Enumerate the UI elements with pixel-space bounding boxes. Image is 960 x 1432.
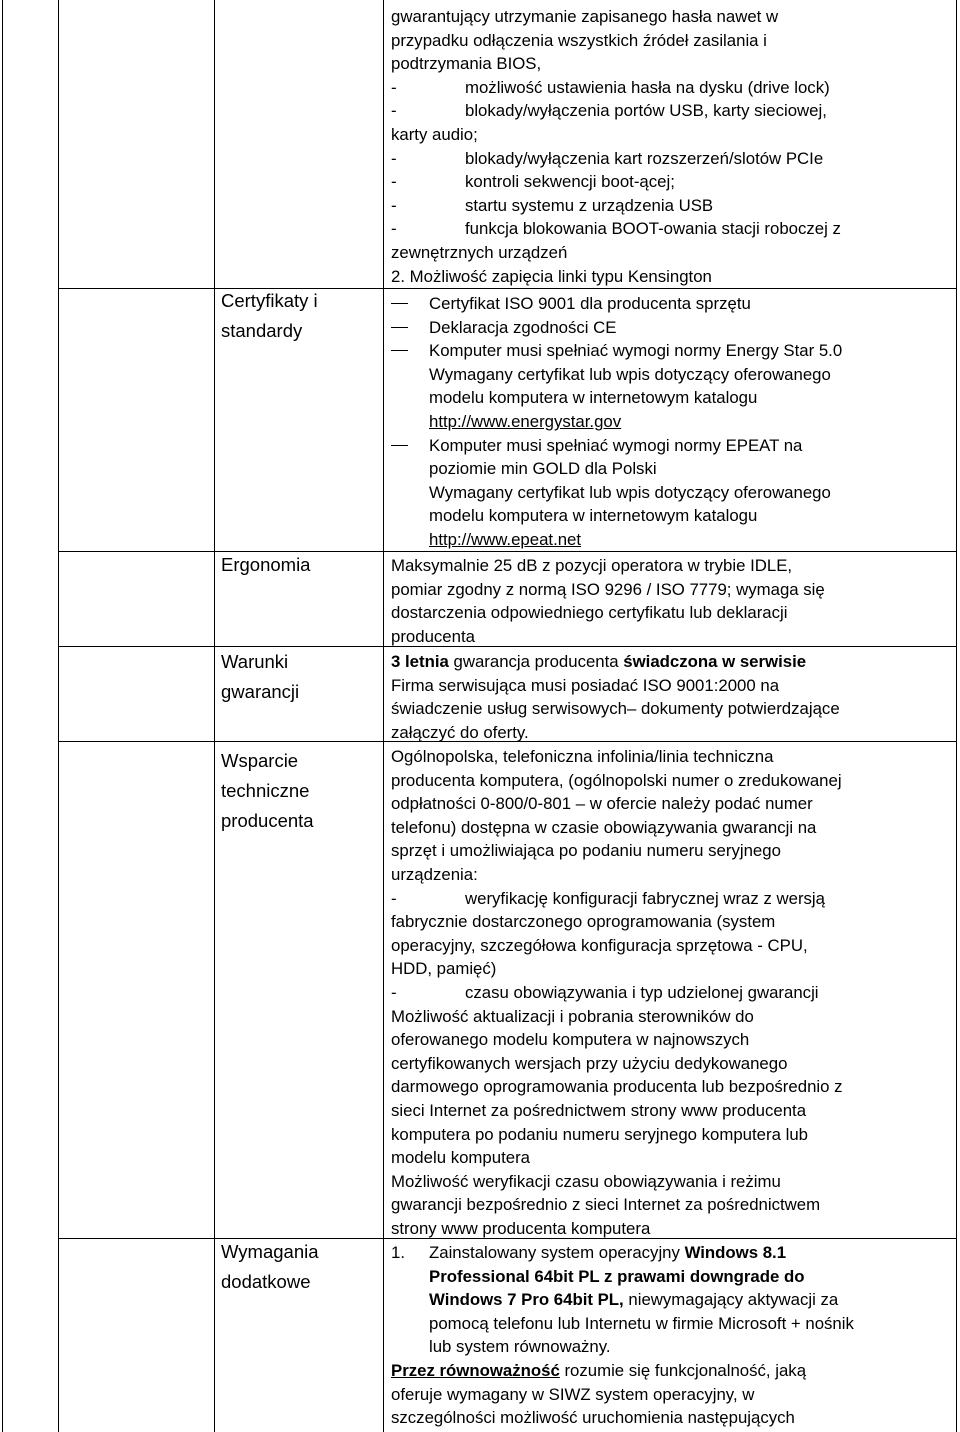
security-cell [391, 5, 951, 288]
label-ergonomics [221, 550, 361, 580]
list-item-text: startu systemu z urządzenia USB [465, 195, 714, 215]
label-line: gwarancji [221, 681, 300, 702]
epeat-link-row [391, 528, 951, 552]
ergonomics-cell [391, 554, 951, 648]
text-line: sprzęt i umożliwiająca po podaniu numeru seryjnego [391, 841, 781, 861]
label-line: Wymagania [221, 1241, 319, 1262]
text-line: darmowego oprogramowania producenta lub bezpośrednio z [391, 1077, 843, 1097]
list-item-text: blokady/wyłączenia kart rozszerzeń/slotów PCIe [465, 148, 824, 168]
row-divider [58, 288, 956, 289]
text-line: poziomie min GOLD dla Polski [429, 459, 657, 479]
support-cell [391, 745, 951, 1240]
text-line: fabrycznie dostarczonego oprogramowania (system [391, 912, 776, 932]
text-line: modelu komputera w internetowym katalogu [429, 388, 758, 408]
label-certificates [221, 286, 361, 346]
list-item [391, 217, 951, 241]
cert-iso-item: Certyfikat ISO 9001 dla producenta sprzętu [391, 292, 951, 316]
text-line: gwarancji bezpośrednio z sieci Internet za pośrednictwem [391, 1195, 821, 1215]
list-item [391, 887, 951, 911]
text-span: Zainstalowany system operacyjny [429, 1243, 685, 1262]
os-downgrade: Windows 7 Pro 64bit PL, [429, 1290, 624, 1310]
os-edition: Professional 64bit PL z prawami downgrade do [429, 1266, 805, 1286]
energystar-link[interactable]: http://www.energystar.gov [429, 411, 622, 431]
text-span: rozumie się funkcjonalność, jaką [559, 1360, 807, 1380]
label-line: Warunki [221, 651, 289, 672]
label-line: Wsparcie [221, 750, 299, 771]
list-dash: - [391, 219, 397, 239]
label-warranty [221, 647, 361, 707]
text-line: Firma serwisująca musi posiadać ISO 9001:2000 na [391, 675, 780, 695]
cert-epeat-item: Komputer musi spełniać wymogi normy EPEAT na [391, 434, 951, 458]
os-name: Windows 8.1 [684, 1243, 787, 1262]
list-item-text: możliwość ustawienia hasła na dysku (drive lock) [465, 77, 830, 97]
label-line: producenta [221, 810, 314, 831]
text-line [391, 1359, 951, 1383]
cert-energy-item: Komputer musi spełniać wymogi normy Energy Star 5.0 [391, 339, 951, 363]
list-item [391, 194, 951, 218]
label-line: standardy [221, 320, 303, 341]
list-number: 1. [391, 1243, 405, 1262]
label-line: Certyfikaty i [221, 290, 318, 311]
text-line: urządzenia: [391, 864, 478, 884]
text-span: niewymagający aktywacji za [623, 1290, 839, 1310]
text-line: 2. Możliwość zapięcia linki typu Kensington [391, 266, 712, 286]
label-support [221, 746, 361, 836]
text-line: Maksymalnie 25 dB z pozycji operatora w trybie IDLE, [391, 556, 793, 575]
table-border-col2 [214, 0, 215, 1432]
text-line: strony www producenta komputera [391, 1218, 651, 1238]
text-line [391, 1241, 951, 1265]
list-item [391, 170, 951, 194]
text-line: podtrzymania BIOS, [391, 54, 542, 74]
text-line: HDD, pamięć) [391, 959, 497, 979]
text-line: modelu komputera w internetowym katalogu [429, 506, 758, 526]
text-line: pomiar zgodny z normą ISO 9296 / ISO 7779; wymaga się [391, 579, 825, 599]
text-line: dostarczenia odpowiedniego certyfikatu lub deklaracji [391, 603, 788, 623]
list-dash: - [391, 888, 397, 908]
list-dash: - [391, 148, 397, 168]
list-dash: - [391, 982, 397, 1002]
additional-cell [391, 1241, 951, 1430]
text-line: sieci Internet za pośrednictwem strony www producenta [391, 1100, 807, 1120]
list-dash: - [391, 172, 397, 192]
list-item [391, 99, 951, 123]
text-line: Możliwość weryfikacji czasu obowiązywania i reżimu [391, 1171, 781, 1191]
text-line: przypadku odłączenia wszystkich źródeł zasilania i [391, 30, 767, 50]
list-item [391, 147, 951, 171]
list-dash: - [391, 195, 397, 215]
table-border-right [956, 0, 957, 1432]
list-item-text: blokady/wyłączenia portów USB, karty sieciowej, [465, 101, 827, 121]
text-line: oferowanego modelu komputera w najnowszych [391, 1030, 750, 1050]
warranty-years: 3 letnia [391, 652, 449, 671]
text-line [391, 1288, 951, 1312]
table-border-col1 [58, 0, 59, 1432]
text-line: Wymagany certyfikat lub wpis dotyczący oferowanego [429, 482, 831, 502]
label-additional [221, 1237, 361, 1297]
text-line: Możliwość aktualizacji i pobrania sterowników do [391, 1006, 754, 1026]
text-line: szczególności możliwość uruchomienia następujących [391, 1408, 795, 1428]
text-line [391, 650, 951, 674]
list-dash: - [391, 77, 397, 97]
table-border-col3 [383, 0, 384, 1432]
list-item-text: kontroli sekwencji boot-ącej; [465, 172, 675, 192]
text-line: komputera po podaniu numeru seryjnego komputera lub [391, 1124, 808, 1144]
text-line: świadczenie usług serwisowych– dokumenty potwierdzające [391, 699, 840, 719]
list-item [391, 981, 951, 1005]
label-line: techniczne [221, 780, 310, 801]
certificates-cell [391, 292, 951, 552]
text-line: operacyjny, szczegółowa konfiguracja sprzętowa - CPU, [391, 935, 808, 955]
list-dash: - [391, 101, 397, 121]
cert-ce-item: Deklaracja zgodności CE [391, 316, 951, 340]
text-line: producenta [391, 626, 475, 646]
text-line: producenta komputera, (ogólnopolski numer o zredukowanej [391, 770, 842, 790]
label-line: Ergonomia [221, 554, 311, 575]
text-line: Ogólnopolska, telefoniczna infolinia/linia techniczna [391, 747, 774, 766]
text-line: odpłatności 0-800/0-801 – w ofercie należy podać numer [391, 794, 813, 814]
text-line: załączyć do oferty. [391, 722, 529, 742]
text-span: gwarancja producenta [448, 652, 624, 671]
text-line [391, 1265, 951, 1289]
epeat-link[interactable]: http://www.epeat.net [429, 529, 582, 549]
text-line: modelu komputera [391, 1148, 530, 1168]
text-line: karty audio; [391, 124, 478, 144]
text-line: oferuje wymagany w SIWZ system operacyjny, w [391, 1384, 755, 1404]
energy-link-row [391, 410, 951, 434]
list-item [391, 76, 951, 100]
table-border-left [2, 0, 3, 1432]
text-line: gwarantujący utrzymanie zapisanego hasła nawet w [391, 7, 779, 26]
list-item-text: weryfikację konfiguracji fabrycznej wraz z wersją [465, 888, 825, 908]
list-item-text: czasu obowiązywania i typ udzielonej gwarancji [465, 982, 819, 1002]
text-line: certyfikowanych wersjach przy użyciu dedykowanego [391, 1053, 788, 1073]
equivalence-term: Przez równoważność [391, 1360, 560, 1380]
text-line: Wymagany certyfikat lub wpis dotyczący oferowanego [429, 364, 831, 384]
text-line: lub system równoważny. [429, 1337, 611, 1357]
text-line: zewnętrznych urządzeń [391, 242, 568, 262]
warranty-service: świadczona w serwisie [623, 652, 807, 671]
warranty-cell [391, 650, 951, 744]
text-line: telefonu) dostępna w czasie obowiązywania gwarancji na [391, 817, 817, 837]
label-line: dodatkowe [221, 1271, 311, 1292]
text-line: pomocą telefonu lub Internetu w firmie Microsoft + nośnik [429, 1313, 854, 1333]
list-item-text: funkcja blokowania BOOT-owania stacji roboczej z [465, 219, 841, 239]
